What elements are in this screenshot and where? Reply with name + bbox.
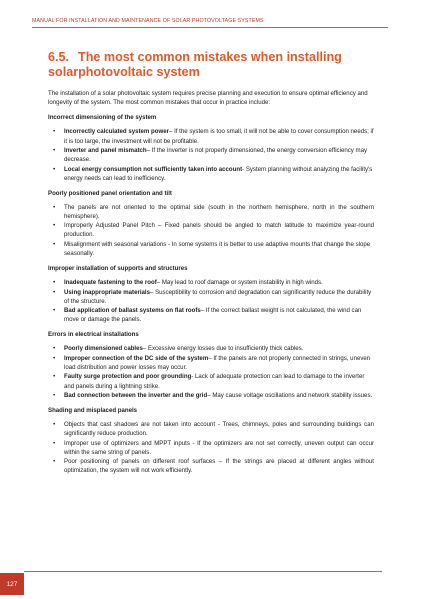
item-text: – If the panels are not properly connected in strings, uneven load distribution and power losses may occur. (64, 354, 371, 371)
bullet-list (48, 344, 374, 400)
group-shading (48, 406, 374, 475)
list-item (48, 203, 374, 221)
list-item (48, 439, 374, 457)
item-bold-label: Incorrectly calculated system power (64, 128, 169, 136)
list-item (48, 344, 374, 353)
list-item (48, 420, 374, 438)
page-number: 127 (0, 573, 24, 595)
item-bold-label: Improper connection of the DC side of the system (64, 354, 209, 362)
section-number: 6.5. (48, 50, 70, 64)
item-text: – If the system is too small, it will not be able to cover consumption needs; if it is too large, the investment will not be profitable. (64, 128, 374, 145)
item-text: – Susceptibility to corrosion and degradation can significantly reduce the durability of the structure. (64, 288, 372, 305)
group-supports (48, 264, 374, 324)
item-text: Poor positioning of panels on different roof surfaces – If the strings are placed at different angles without optimization, the system will not work efficiently. (64, 458, 374, 475)
item-text: – Excessive energy losses due to insufficiently thick cables. (142, 345, 304, 353)
list-item (48, 221, 374, 239)
item-text: – If the correct ballast weight is not calculated, the wind can move or damage the panels. (64, 307, 362, 324)
item-bold-label: Bad application of ballast systems on flat roofs (64, 307, 201, 315)
group-dimensioning (48, 113, 374, 182)
item-text: Misalignment with seasonal variations - In some systems it is better to use adaptive mounts that change the slope seasonally. (64, 240, 371, 257)
section-heading (48, 50, 374, 79)
bullet-list (48, 420, 374, 475)
footer-rule (24, 571, 382, 572)
bullet-list (48, 203, 374, 258)
list-item (48, 288, 374, 306)
item-text: - Lack of adequate protection can lead to damage to the inverter and panels during a lightning strike. (64, 373, 365, 390)
group-electrical (48, 330, 374, 400)
item-text: - System planning without analyzing the facility's energy needs can lead to inefficiency. (64, 165, 373, 182)
list-item (48, 127, 374, 145)
item-bold-label: Bad connection between the inverter and the grid (64, 391, 208, 399)
list-item (48, 391, 374, 400)
section-title: The most common mistakes when installing solarphotovoltaic system (48, 50, 342, 79)
subheading: Shading and misplaced panels (48, 407, 138, 415)
running-header: MANUAL FOR INSTALLATION AND MAINTENANCE OF SOLAR PHOTOVOLTAGE SYSTEMS (32, 18, 388, 28)
item-text: The panels are not oriented to the optimal side (south in the northern hemisphere, north in the southern hemisphere). (64, 203, 374, 220)
list-item (48, 146, 374, 164)
subheading: Improper installation of supports and structures (48, 265, 188, 273)
item-text: – May cause voltage oscillations and network stability issues. (207, 391, 373, 399)
item-bold-label: Inadequate fastening to the roof (64, 279, 157, 287)
intro-paragraph: The installation of a solar photovoltaic system requires precise planning and execution to ensure optimal efficiency and longevity of the system. The most common mistakes that occur in practice include: (48, 90, 368, 107)
item-text: Objects that cast shadows are not taken into account - Trees, chimneys, poles and surrounding buildings can significantly reduce production. (64, 421, 374, 438)
group-orientation (48, 189, 374, 258)
item-bold-label: Faulty surge protection and poor grounding (64, 373, 192, 381)
list-item (48, 306, 374, 324)
item-text: – May lead to roof damage or system instability in high winds. (156, 279, 323, 287)
subheading: Errors in electrical installations (48, 331, 139, 339)
item-bold-label: Inverter and panel mismatch (64, 146, 147, 154)
list-item (48, 372, 374, 390)
item-bold-label: Local energy consumption not sufficiently taken into account (64, 165, 243, 173)
item-text: Improper use of optimizers and MPPT inputs - If the optimizers are not set correctly, uneven output can occur within the same string of panels. (64, 439, 374, 456)
subheading: Poorly positioned panel orientation and tilt (48, 189, 172, 197)
subheading: Incorrect dimensioning of the system (48, 114, 157, 122)
list-item (48, 278, 374, 287)
item-bold-label: Using inappropriate materials (64, 288, 151, 296)
item-bold-label: Poorly dimensioned cables (64, 345, 143, 353)
list-item (48, 457, 374, 475)
bullet-list (48, 127, 374, 182)
page-content (48, 50, 374, 476)
list-item (48, 165, 374, 183)
list-item (48, 354, 374, 372)
bullet-list (48, 278, 374, 324)
list-item (48, 240, 374, 258)
item-text: – If the inverter is not properly dimensioned, the energy conversion efficiency may decrease. (64, 146, 368, 164)
item-text: Improperly Adjusted Panel Pitch – Fixed panels should be angled to match latitude to maximize year-round production. (64, 222, 374, 239)
